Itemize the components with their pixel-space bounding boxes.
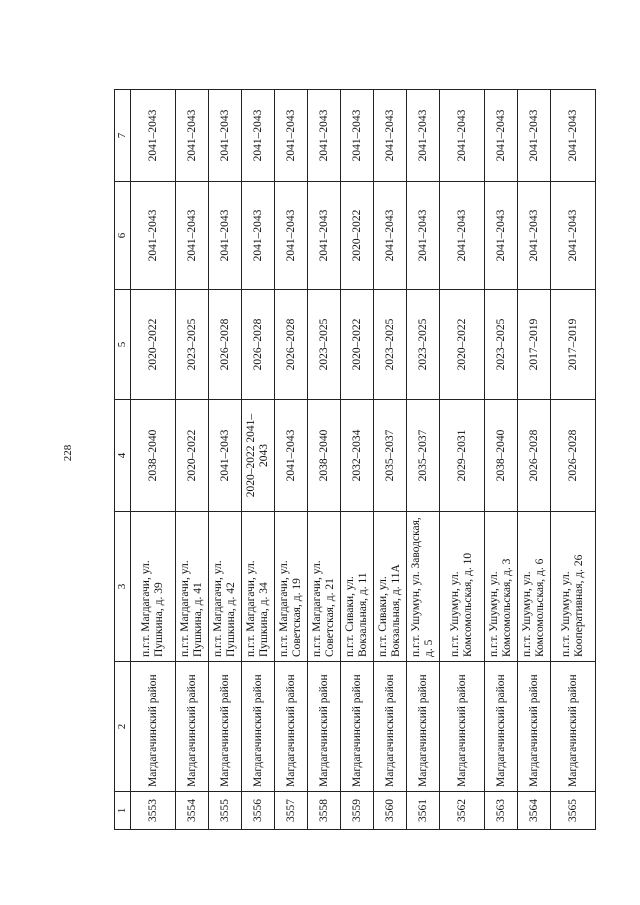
cell-c4: 2020–2022 2041–2043 [242, 400, 275, 512]
cell-c4: 2041–2043 [275, 400, 308, 512]
cell-n: 3561 [407, 792, 440, 830]
cell-c5: 2017–2019 [518, 290, 551, 400]
cell-c4: 2020–2022 [176, 400, 209, 512]
cell-c6: 2041–2043 [551, 182, 596, 290]
cell-district: Магдагачинский район [341, 662, 374, 792]
cell-c5: 2023–2025 [485, 290, 518, 400]
cell-c7: 2041–2043 [518, 90, 551, 182]
header-cell: 3 [115, 512, 131, 662]
cell-c4: 2041–2043 [209, 400, 242, 512]
cell-c6: 2041–2043 [308, 182, 341, 290]
cell-c7: 2041–2043 [308, 90, 341, 182]
cell-n: 3554 [176, 792, 209, 830]
cell-c4: 2038–2040 [485, 400, 518, 512]
cell-district: Магдагачинский район [176, 662, 209, 792]
cell-c7: 2041–2043 [485, 90, 518, 182]
cell-n: 3555 [209, 792, 242, 830]
cell-c7: 2041–2043 [131, 90, 176, 182]
cell-address: п.г.т. Ушумун, ул. Комсомольская, д. 6 [518, 512, 551, 662]
cell-address: п.г.т. Ушумун, ул. Заводская, д. 5 [407, 512, 440, 662]
cell-address: п.г.т. Магдагачи, ул. Советская, д. 19 [275, 512, 308, 662]
cell-c6: 2041–2043 [485, 182, 518, 290]
cell-n: 3557 [275, 792, 308, 830]
cell-address: п.г.т. Магдагачи, ул. Пушкина, д. 39 [131, 512, 176, 662]
table-row [308, 90, 341, 830]
cell-c4: 2029–2031 [440, 400, 485, 512]
cell-n: 3558 [308, 792, 341, 830]
cell-n: 3564 [518, 792, 551, 830]
cell-district: Магдагачинский район [275, 662, 308, 792]
cell-c6: 2041–2043 [407, 182, 440, 290]
table-row [551, 90, 596, 830]
cell-c5: 2026–2028 [275, 290, 308, 400]
cell-c4: 2026–2028 [518, 400, 551, 512]
cell-n: 3556 [242, 792, 275, 830]
table-row [176, 90, 209, 830]
cell-c5: 2023–2025 [176, 290, 209, 400]
cell-c6: 2041–2043 [518, 182, 551, 290]
cell-c6: 2020–2022 [341, 182, 374, 290]
cell-c5: 2020–2022 [131, 290, 176, 400]
cell-district: Магдагачинский район [551, 662, 596, 792]
cell-c5: 2026–2028 [209, 290, 242, 400]
table-row [209, 90, 242, 830]
table-row [341, 90, 374, 830]
table-row [242, 90, 275, 830]
table-row [275, 90, 308, 830]
cell-c7: 2041–2043 [242, 90, 275, 182]
cell-district: Магдагачинский район [308, 662, 341, 792]
cell-address: п.г.т. Ушумун, ул. Комсомольская, д. 10 [440, 512, 485, 662]
cell-c7: 2041–2043 [551, 90, 596, 182]
cell-district: Магдагачинский район [131, 662, 176, 792]
schedule-table [114, 89, 596, 830]
cell-c7: 2041–2043 [407, 90, 440, 182]
cell-c4: 2035–2037 [374, 400, 407, 512]
table-row [131, 90, 176, 830]
cell-c7: 2041–2043 [374, 90, 407, 182]
cell-c6: 2041–2043 [275, 182, 308, 290]
cell-c7: 2041–2043 [275, 90, 308, 182]
cell-n: 3562 [440, 792, 485, 830]
header-cell: 2 [115, 662, 131, 792]
cell-district: Магдагачинский район [209, 662, 242, 792]
cell-c5: 2017–2019 [551, 290, 596, 400]
cell-c4: 2035–2037 [407, 400, 440, 512]
cell-district: Магдагачинский район [485, 662, 518, 792]
cell-c5: 2020–2022 [440, 290, 485, 400]
header-cell: 6 [115, 182, 131, 290]
table-row [407, 90, 440, 830]
cell-c6: 2041–2043 [242, 182, 275, 290]
cell-district: Магдагачинский район [242, 662, 275, 792]
cell-n: 3565 [551, 792, 596, 830]
cell-c7: 2041–2043 [176, 90, 209, 182]
cell-district: Магдагачинский район [518, 662, 551, 792]
table-row [485, 90, 518, 830]
cell-district: Магдагачинский район [407, 662, 440, 792]
cell-c6: 2041–2043 [176, 182, 209, 290]
cell-address: п.г.т. Магдагачи, ул. Пушкина, д. 42 [209, 512, 242, 662]
cell-n: 3559 [341, 792, 374, 830]
cell-c6: 2041–2043 [440, 182, 485, 290]
cell-c4: 2032–2034 [341, 400, 374, 512]
cell-c6: 2041–2043 [209, 182, 242, 290]
header-cell: 5 [115, 290, 131, 400]
cell-c5: 2023–2025 [374, 290, 407, 400]
cell-c7: 2041–2043 [209, 90, 242, 182]
header-cell: 4 [115, 400, 131, 512]
header-cell: 7 [115, 90, 131, 182]
table-row [374, 90, 407, 830]
cell-c6: 2041–2043 [374, 182, 407, 290]
cell-c7: 2041–2043 [440, 90, 485, 182]
cell-c4: 2026–2028 [551, 400, 596, 512]
cell-address: п.г.т. Магдагачи, ул. Пушкина, д. 34 [242, 512, 275, 662]
cell-c6: 2041–2043 [131, 182, 176, 290]
cell-address: п.г.т. Магдагачи, ул. Советская, д. 21 [308, 512, 341, 662]
cell-district: Магдагачинский район [440, 662, 485, 792]
cell-c5: 2023–2025 [407, 290, 440, 400]
header-row [115, 90, 131, 830]
table-row [440, 90, 485, 830]
cell-n: 3553 [131, 792, 176, 830]
cell-n: 3563 [485, 792, 518, 830]
cell-c7: 2041–2043 [341, 90, 374, 182]
cell-district: Магдагачинский район [374, 662, 407, 792]
cell-address: п.г.т. Ушумун, ул. Комсомольская, д. 3 [485, 512, 518, 662]
page-number: 228 [62, 444, 74, 462]
cell-c4: 2038–2040 [308, 400, 341, 512]
header-cell: 1 [115, 792, 131, 830]
table-row [518, 90, 551, 830]
cell-address: п.г.т. Сиваки, ул. Вокзальная, д. 11А [374, 512, 407, 662]
cell-address: п.г.т. Магдагачи, ул. Пушкина, д. 41 [176, 512, 209, 662]
cell-address: п.г.т. Ушумун, ул. Кооперативная, д. 26 [551, 512, 596, 662]
cell-c4: 2038–2040 [131, 400, 176, 512]
cell-n: 3560 [374, 792, 407, 830]
cell-c5: 2026–2028 [242, 290, 275, 400]
table-container [114, 90, 590, 830]
cell-c5: 2020–2022 [341, 290, 374, 400]
cell-address: п.г.т. Сиваки, ул. Вокзальная, д. 11 [341, 512, 374, 662]
cell-c5: 2023–2025 [308, 290, 341, 400]
